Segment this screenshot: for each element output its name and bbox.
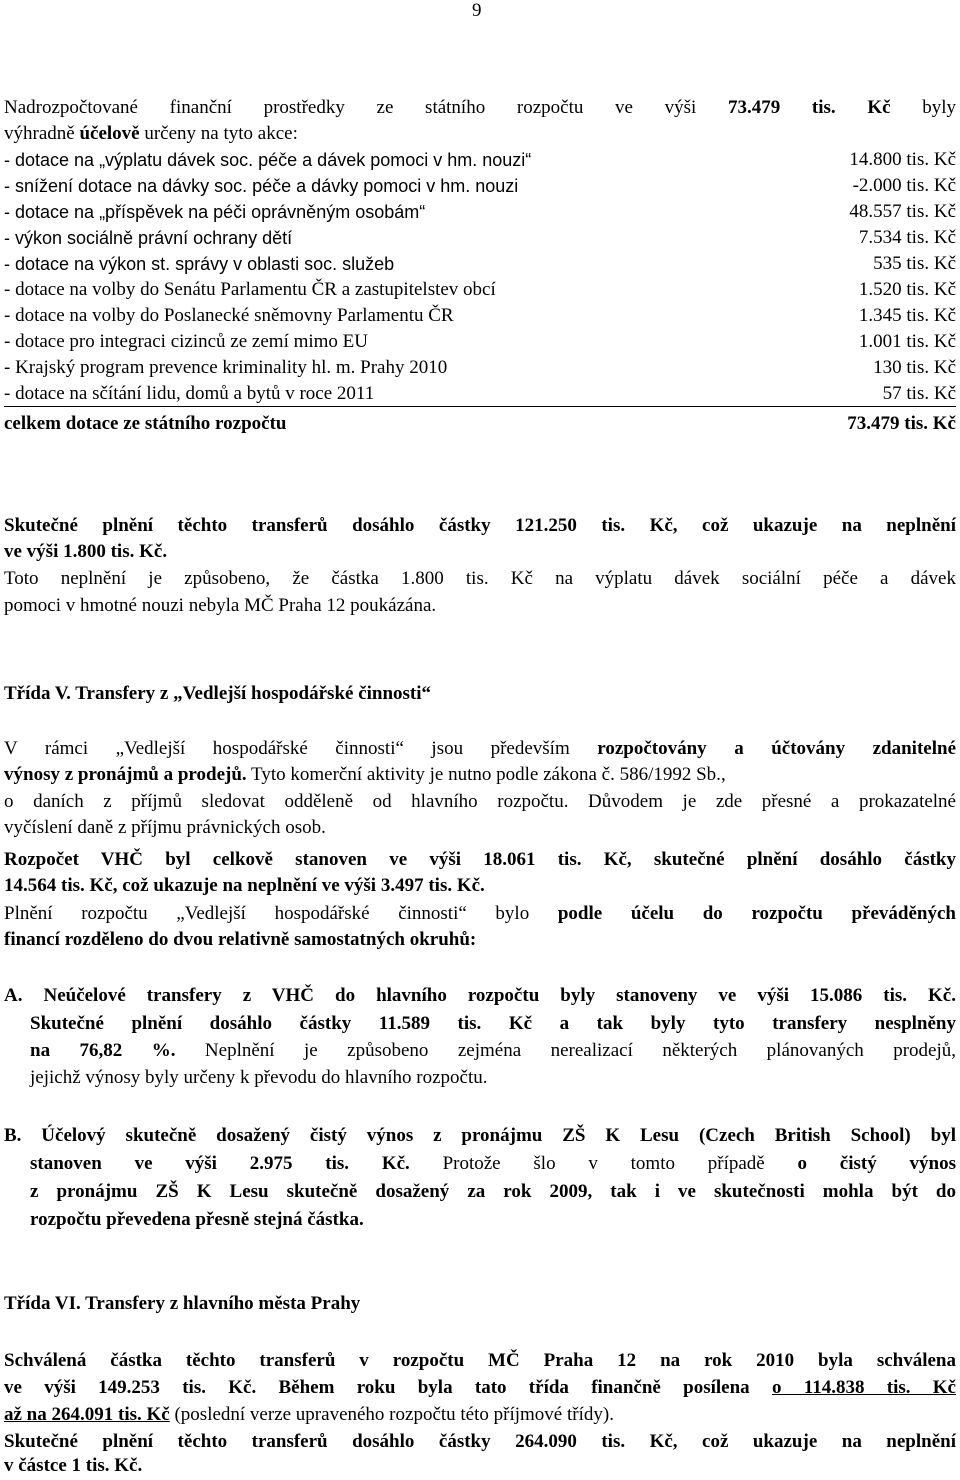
list-item <box>4 328 956 356</box>
t5-l3: o daních z příjmů sledovat odděleně od hlavního rozpočtu. Důvodem je zde přesné a prokazatelné <box>4 791 956 812</box>
intro-ucelove: účelově <box>79 123 140 144</box>
item-label: - dotace pro integraci cizinců ze zemí mimo EU <box>4 331 369 352</box>
trida6-line-1 <box>4 1347 956 1375</box>
intro-text-4: určeny na tyto akce: <box>139 123 298 144</box>
list-item <box>4 276 956 304</box>
item-amount: 1.520 tis. Kč <box>858 279 956 300</box>
sectionA-line-2 <box>30 1010 956 1038</box>
intro-text-2: byly <box>890 97 956 118</box>
intro-line-2 <box>4 120 960 148</box>
t5-l4: vyčíslení daně z příjmu právnických osob. <box>4 817 326 838</box>
sectionB-line-1 <box>4 1122 956 1150</box>
sb-l2c: o čistý výnos <box>797 1153 956 1174</box>
t6-l2b: o 114.838 tis. Kč <box>771 1377 956 1398</box>
t5-l2c: , <box>720 764 726 785</box>
t5-l2a: výnosy z pronájmů a prodejů. <box>4 764 247 785</box>
item-amount: 1.345 tis. Kč <box>858 305 956 326</box>
item-amount: 14.800 tis. Kč <box>849 149 956 170</box>
item-label: - dotace na výkon st. správy v oblasti soc. služeb <box>4 254 395 274</box>
item-label: - dotace na volby do Poslanecké sněmovny Parlamentu ČR <box>4 305 454 326</box>
sectionA-line-1 <box>4 982 956 1010</box>
t5-l1a: V rámci „Vedlejší hospodářské činnosti“ jsou především <box>4 738 598 759</box>
plneni-line-1 <box>4 512 956 540</box>
plneni-text-4: pomoci v hmotné nouzi nebyla MČ Praha 12 poukázána. <box>4 595 437 616</box>
t5-l7a: Plnění rozpočtu „Vedlejší hospodářské činnosti“ bylo <box>4 903 558 924</box>
trida5-line-2 <box>4 761 960 789</box>
plneni-text-1: Skutečné plnění těchto transferů dosáhlo částky 121.250 tis. Kč, což ukazuje na neplnění <box>4 515 956 536</box>
t6-l4: Skutečné plnění těchto transferů dosáhlo částky 264.090 tis. Kč, což ukazuje na neplnění <box>4 1431 956 1452</box>
item-label: - dotace na sčítání lidu, domů a bytů v roce 2011 <box>4 383 375 404</box>
intro-line-1 <box>4 94 956 122</box>
trida5-line-5 <box>4 846 956 874</box>
intro-text-3: výhradně <box>4 123 80 144</box>
sectionB-line-3 <box>30 1178 956 1206</box>
trida5-line-7 <box>4 900 956 928</box>
total-amount: 73.479 tis. Kč <box>847 413 956 434</box>
item-amount: 535 tis. Kč <box>873 253 956 274</box>
list-item <box>4 380 956 408</box>
item-amount: 57 tis. Kč <box>882 383 956 404</box>
item-label: - dotace na volby do Senátu Parlamentu ČR a zastupitelstev obcí <box>4 279 496 300</box>
t5-l1b: rozpočtovány a účtovány zdanitelné <box>597 738 956 759</box>
list-item <box>4 146 956 174</box>
total-label: celkem dotace ze státního rozpočtu <box>4 413 287 434</box>
t5-l6: 14.564 tis. Kč, což ukazuje na neplnění ve výši 3.497 tis. Kč. <box>4 875 485 896</box>
sa-l2: Skutečné plnění dosáhlo částky 11.589 tis. Kč a tak byly tyto transfery nesplněny <box>30 1013 956 1034</box>
trida5-heading-b: Transfery z „Vedlejší hospodářské činnosti“ <box>75 683 432 704</box>
item-label: - snížení dotace na dávky soc. péče a dávky pomoci v hm. nouzi <box>4 176 519 196</box>
list-item <box>4 172 956 200</box>
item-amount: 48.557 tis. Kč <box>849 201 956 222</box>
t5-l7b: podle účelu do rozpočtu převáděných <box>557 903 956 924</box>
t6-l5: v částce 1 tis. Kč. <box>4 1455 143 1476</box>
trida6-heading: Třída VI. Transfery z hlavního města Prahy <box>4 1293 361 1314</box>
item-label: - výkon sociálně právní ochrany dětí <box>4 228 293 248</box>
sa-l3b: Neplnění je způsobeno zejména nerealizací některých plánovaných prodejů, <box>175 1040 956 1061</box>
trida5-line-1 <box>4 735 956 763</box>
list-item <box>4 354 956 382</box>
plneni-text-2: ve výši 1.800 tis. Kč. <box>4 541 168 562</box>
item-amount: 1.001 tis. Kč <box>858 331 956 352</box>
t6-l3a: až na 264.091 tis. Kč <box>4 1404 170 1425</box>
item-amount: 7.534 tis. Kč <box>858 227 956 248</box>
list-item <box>4 250 956 278</box>
sb-l2b: Protože šlo v tomto případě <box>409 1153 798 1174</box>
item-amount: 130 tis. Kč <box>873 357 956 378</box>
sb-l1: B. Účelový skutečně dosažený čistý výnos z pronájmu ZŠ K Lesu (Czech British School) byl <box>4 1125 956 1146</box>
sb-l2a: stanoven ve výši 2.975 tis. Kč. <box>30 1153 410 1174</box>
total-row <box>4 410 956 438</box>
t6-l2a: ve výši 149.253 tis. Kč. Během roku byla tato třída finančně posílena <box>4 1377 772 1398</box>
t5-l5: Rozpočet VHČ byl celkově stanoven ve výši 18.061 tis. Kč, skutečné plnění dosáhlo částky <box>4 849 956 870</box>
t5-l2b: Tyto komerční aktivity je nutno podle zákona č. 586/1992 Sb. <box>246 764 721 785</box>
list-item <box>4 302 956 330</box>
t6-l3b: (poslední verze upraveného rozpočtu této příjmové třídy). <box>169 1404 614 1425</box>
sectionB-line-2 <box>30 1150 956 1178</box>
sa-l4: jejichž výnosy byly určeny k převodu do hlavního rozpočtu. <box>30 1067 488 1088</box>
sb-l4: rozpočtu převedena přesně stejná částka. <box>30 1209 364 1230</box>
intro-amount: 73.479 tis. Kč <box>727 97 891 118</box>
item-label: - Krajský program prevence kriminality hl. m. Prahy 2010 <box>4 357 448 378</box>
sectionA-line-3 <box>30 1037 956 1065</box>
sb-l3: z pronájmu ZŠ K Lesu skutečně dosažený za rok 2009, tak i ve skutečnosti mohla být do <box>30 1181 956 1202</box>
plneni-line-3 <box>4 565 956 593</box>
sa-l1: A. Neúčelové transfery z VHČ do hlavního rozpočtu byly stanoveny ve výši 15.086 tis. Kč. <box>4 985 956 1006</box>
sum-rule <box>4 406 956 407</box>
trida5-heading-a: Třída V. <box>4 683 76 704</box>
item-label: - dotace na „příspěvek na péči oprávněným osobám“ <box>4 202 426 222</box>
item-label: - dotace na „výplatu dávek soc. péče a dávek pomoci v hm. nouzi“ <box>4 150 532 170</box>
list-item <box>4 198 956 226</box>
trida6-line-3 <box>4 1401 960 1429</box>
t6-l1: Schválená částka těchto transferů v rozpočtu MČ Praha 12 na rok 2010 byla schválena <box>4 1350 956 1371</box>
intro-text-1: Nadrozpočtované finanční prostředky ze státního rozpočtu ve výši <box>4 97 728 118</box>
plneni-text-3: Toto neplnění je způsobeno, že částka 1.800 tis. Kč na výplatu dávek sociální péče a dávek <box>4 568 956 589</box>
item-amount: -2.000 tis. Kč <box>852 175 956 196</box>
sa-l3a: na 76,82 %. <box>30 1040 176 1061</box>
page-number: 9 <box>472 0 482 21</box>
trida5-heading <box>4 680 960 708</box>
t5-l8: financí rozděleno do dvou relativně samostatných okruhů: <box>4 929 477 950</box>
trida6-line-2 <box>4 1374 956 1402</box>
trida5-line-3 <box>4 788 956 816</box>
list-item <box>4 224 956 252</box>
